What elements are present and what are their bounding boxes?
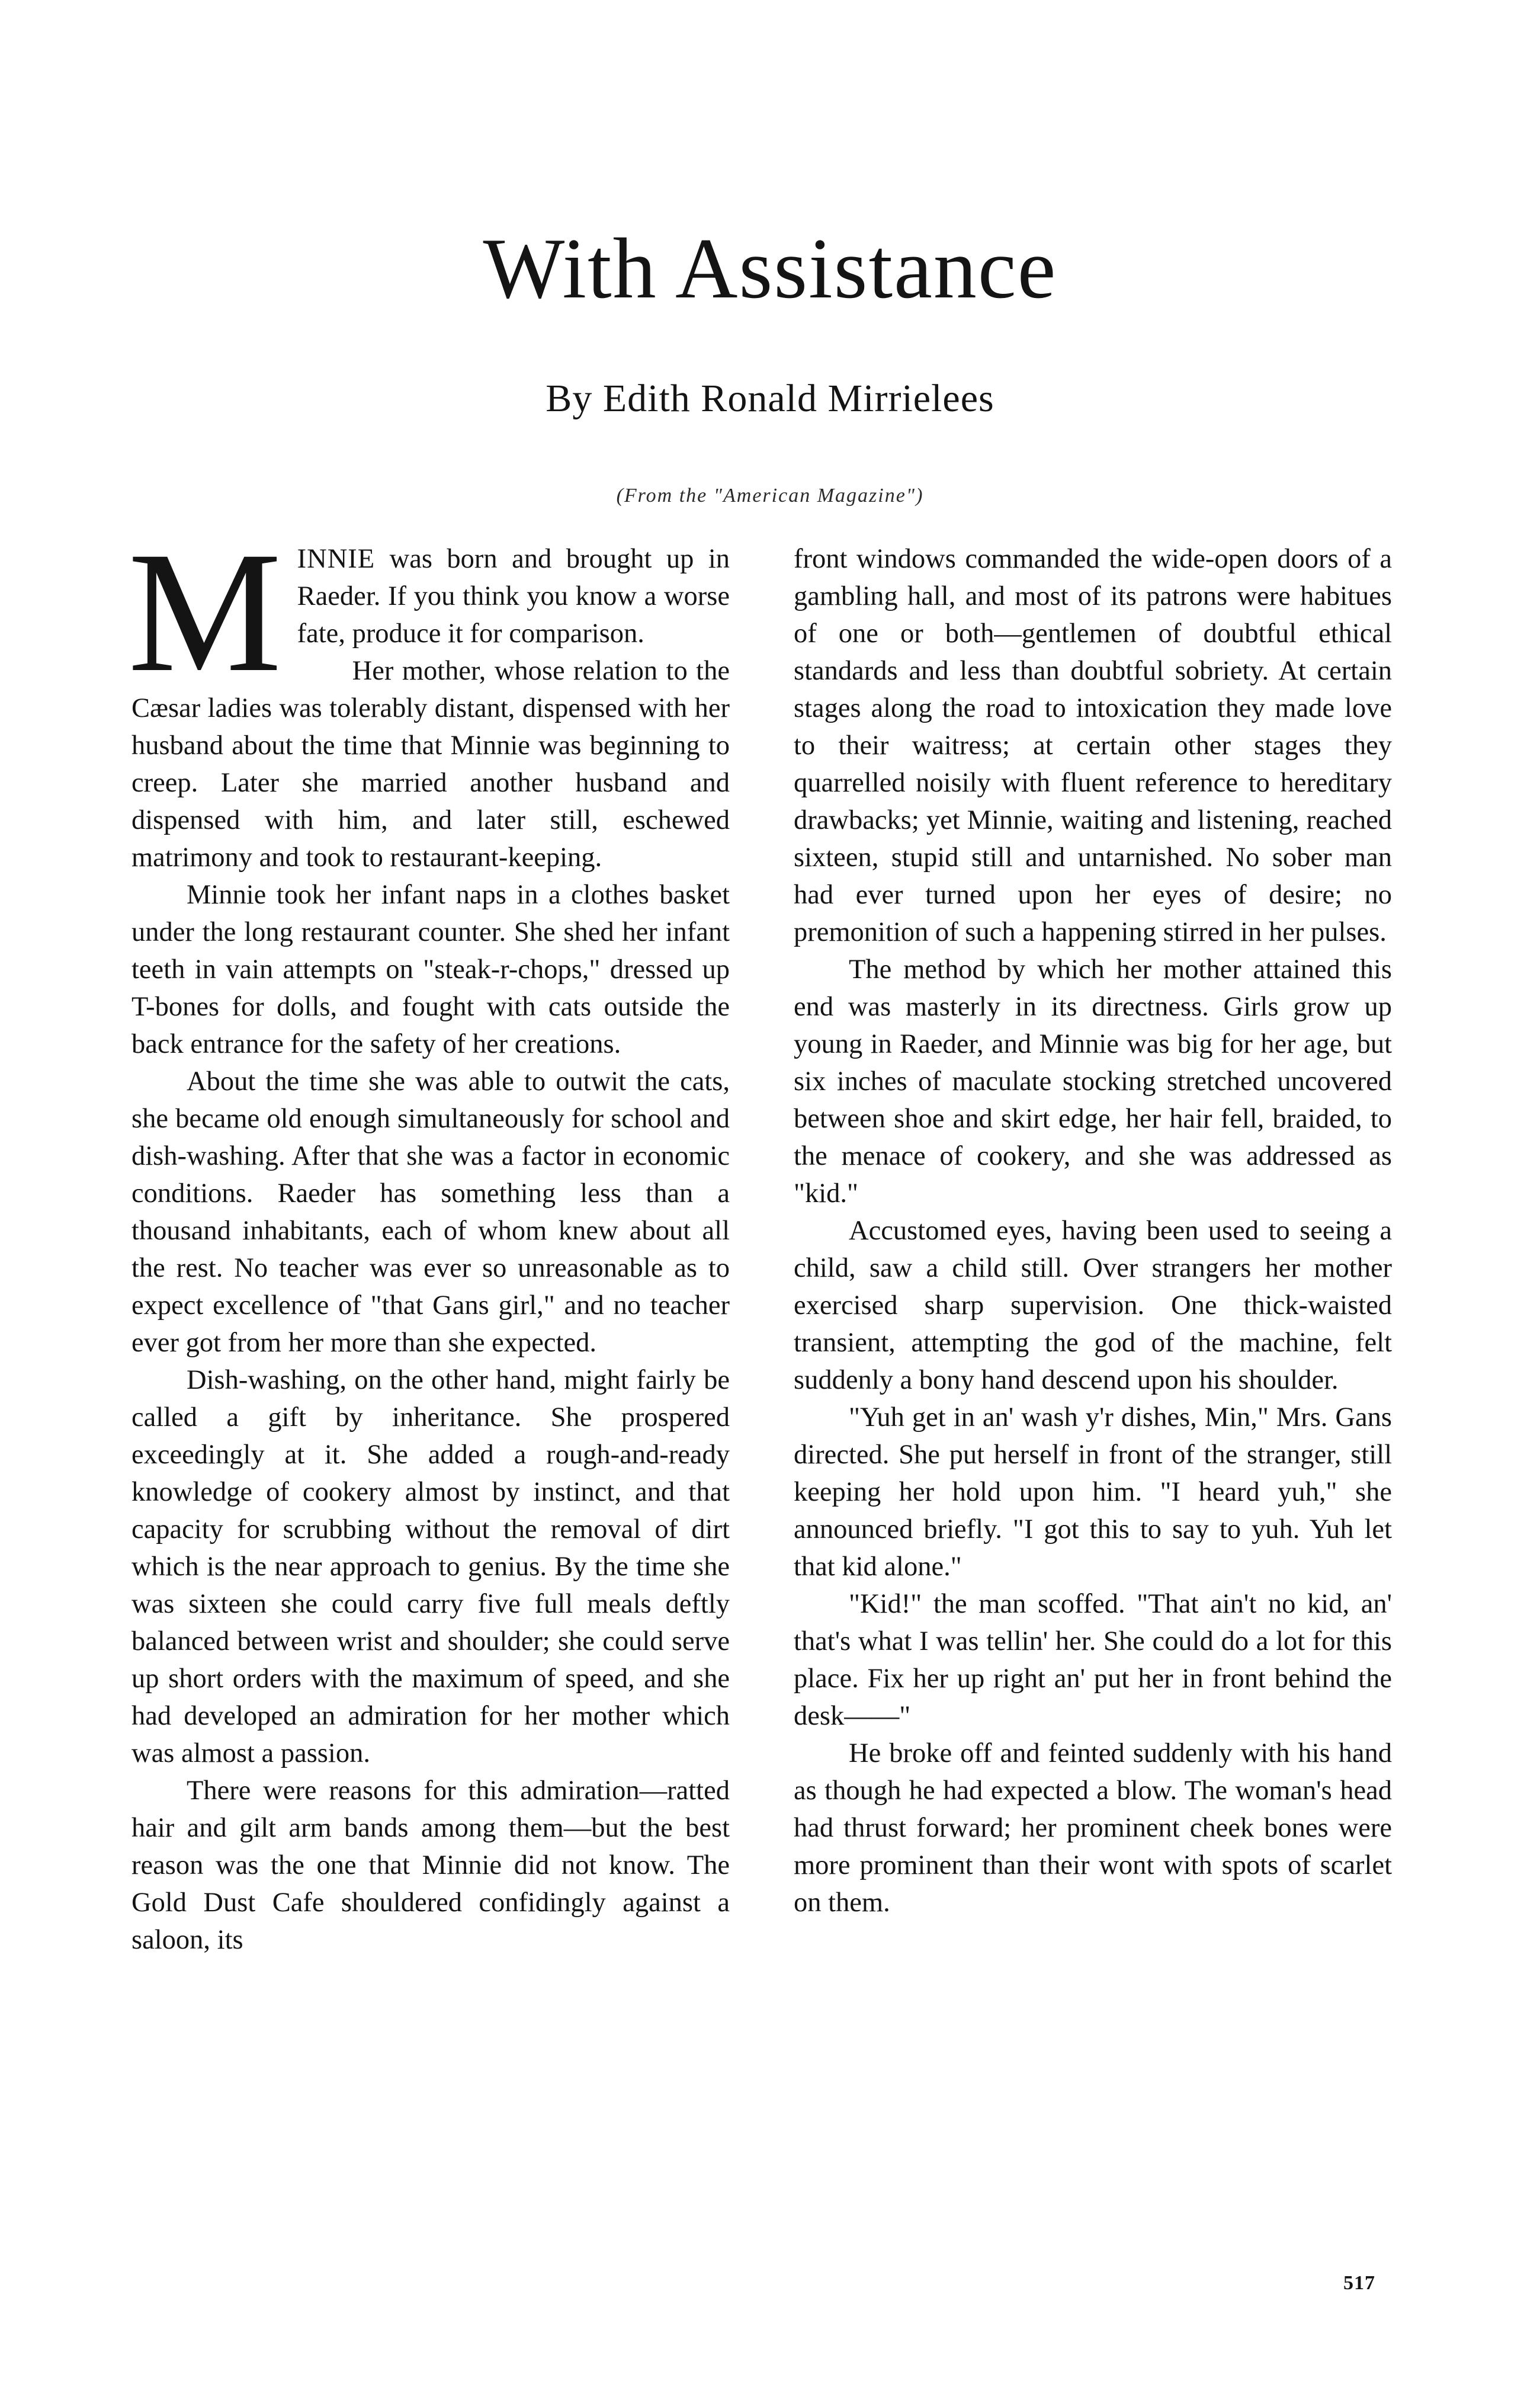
article-source: (From the "American Magazine") [616, 485, 924, 507]
drop-cap: M [128, 517, 282, 708]
article-title: With Assistance [483, 220, 1057, 316]
lead-first-word: INNIE [297, 544, 376, 574]
paragraph: He broke off and feinted suddenly with his hand as though he had expected a blow. The woman's head had thrust forward; her prominent cheek bones were more prominent than their wont with spots of scarlet on them. [794, 1738, 1392, 1918]
article-byline: By Edith Ronald Mirrielees [546, 377, 994, 420]
paragraph: Her mother, whose relation to the Cæsar ladies was tolerably distant, dispensed with her husband about the time that Minnie was beginning to creep. Later she married another husband and dispensed with him, and later still, eschewed matrimony and took to restaurant-keeping. [131, 656, 730, 873]
right-column [794, 540, 1392, 1921]
continued-paragraph: front windows commanded the wide-open doors of a gambling hall, and most of its patrons were habitues of one or both—gentlemen of doubtful ethical standards and less than doubtful sobriety. At certain stages along the road to intoxication they made love to their waitress; at certain other stages they quarrelled noisily with fluent reference to hereditary drawbacks; yet Minnie, waiting and listening, reached sixteen, stupid still and untarnished. No sober man had ever turned upon her eyes of desire; no premonition of such a happening stirred in her pulses. [794, 544, 1392, 947]
page-number: 517 [1343, 2272, 1375, 2294]
lead-paragraph [128, 517, 730, 708]
paragraph: About the time she was able to outwit the cats, she became old enough simultaneously for school and dish-washing. After that she was a factor in economic conditions. Raeder has something less than a thousand inhabitants, each of whom knew about all the rest. No teacher was ever so unreasonable as to expect excellence of "that Gans girl," and no teacher ever got from her more than she expected. [131, 1066, 730, 1358]
paragraph: Minnie took her infant naps in a clothes basket under the long restaurant counter. She shed her infant teeth in vain attempts on "steak-r-chops," dressed up T-bones for dolls, and fought with cats outside the back entrance for the safety of her creations. [131, 880, 730, 1059]
paragraph: Accustomed eyes, having been used to seeing a child, saw a child still. Over strangers her mother exercised sharp supervision. One thick-waisted transient, attempting the god of the machine, felt suddenly a bony hand descend upon his shoulder. [794, 1216, 1392, 1395]
lead-text: was born and brought up in Raeder. If you think you know a worse fate, produce it for comparison. [297, 544, 730, 649]
paragraph: Dish-washing, on the other hand, might fairly be called a gift by inheritance. She prospered exceedingly at it. She added a rough-and-ready knowledge of cookery almost by instinct, and that capacity for scrubbing without the removal of dirt which is the near approach to genius. By the time she was sixteen she could carry five full meals deftly balanced between wrist and shoulder; she could serve up short orders with the maximum of speed, and she had developed an admiration for her mother which was almost a passion. [131, 1365, 730, 1768]
paragraph: "Kid!" the man scoffed. "That ain't no kid, an' that's what I was tellin' her. She could do a lot for this place. Fix her up right an' put her in front behind the desk——" [794, 1589, 1392, 1731]
paragraph: "Yuh get in an' wash y'r dishes, Min," Mrs. Gans directed. She put herself in front of the stranger, still keeping her hold upon him. "I heard yuh," she announced briefly. "I got this to say to yuh. Yuh let that kid alone." [794, 1402, 1392, 1582]
paragraph: The method by which her mother attained this end was masterly in its directness. Girls grow up young in Raeder, and Minnie was big for her age, but six inches of maculate stocking stretched uncovered between shoe and skirt edge, her hair fell, braided, to the menace of cookery, and she was addressed as "kid." [794, 954, 1392, 1209]
left-column [128, 517, 730, 1959]
paragraph: There were reasons for this admiration—ratted hair and gilt arm bands among them—but the best reason was the one that Minnie did not know. The Gold Dust Cafe shouldered confidingly against a saloon, its [131, 1776, 730, 1955]
